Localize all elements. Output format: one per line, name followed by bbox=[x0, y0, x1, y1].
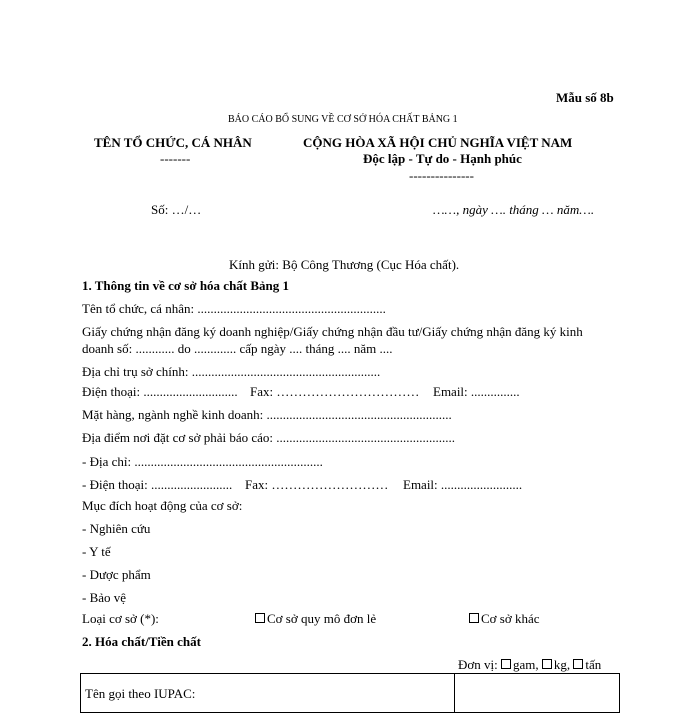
facility-type-label: Loại cơ sở (*): bbox=[82, 611, 159, 626]
facility-fax-field: Fax: ……………………… bbox=[245, 477, 389, 492]
purpose-protection: - Bảo vệ bbox=[82, 590, 127, 605]
license-line-2: doanh số: ............ do ............. cấp ngày .... tháng .... năm .... bbox=[82, 341, 393, 356]
purpose-label: Mục đích hoạt động của cơ sở: bbox=[82, 498, 243, 513]
checkbox-icon[interactable] bbox=[255, 613, 265, 623]
unit-ton: tấn bbox=[585, 657, 602, 672]
section1-title: 1. Thông tin về cơ sở hóa chất Bảng 1 bbox=[82, 278, 290, 293]
facility-phone-field: - Điện thoại: ......................... bbox=[82, 477, 233, 492]
checkbox-icon[interactable] bbox=[469, 613, 479, 623]
form-code: Mẫu số 8b bbox=[556, 90, 614, 105]
checkbox-icon[interactable] bbox=[501, 659, 511, 669]
phone-field: Điện thoại: ............................. bbox=[82, 384, 238, 399]
business-line-field: Mặt hàng, ngành nghề kinh doanh: ......................................................... bbox=[82, 407, 452, 422]
iupac-name-label: Tên gọi theo IUPAC: bbox=[85, 686, 196, 701]
facility-type-other[interactable] bbox=[469, 611, 540, 627]
country-name: CỘNG HÒA XÃ HỘI CHỦ NGHĨA VIỆT NAM bbox=[303, 135, 573, 150]
license-line-1: Giấy chứng nhận đăng ký doanh nghiệp/Giấy chứng nhận đầu tư/Giấy chứng nhận đăng ký kinh bbox=[82, 324, 583, 339]
org-name-field: Tên tổ chức, cá nhân: .......................................................... bbox=[82, 301, 386, 316]
recipient-line: Kính gửi: Bộ Công Thương (Cục Hóa chất). bbox=[229, 257, 460, 272]
unit-gram: gam, bbox=[513, 657, 539, 672]
table-divider bbox=[454, 674, 455, 712]
facility-address-field: - Địa chỉ: .......................................................... bbox=[82, 454, 323, 469]
fax-field: Fax: …………………………… bbox=[250, 384, 420, 399]
hq-address-field: Địa chỉ trụ sở chính: .......................................................... bbox=[82, 364, 381, 379]
unit-kg: kg, bbox=[553, 657, 571, 672]
checkbox-icon[interactable] bbox=[573, 659, 583, 669]
facility-type-single-label: Cơ sở quy mô đơn lẻ bbox=[267, 611, 377, 626]
report-title: BÁO CÁO BỔ SUNG VỀ CƠ SỞ HÓA CHẤT BẢNG 1 bbox=[228, 114, 458, 125]
purpose-medical: - Y tế bbox=[82, 544, 111, 559]
date-line: ……, ngày …. tháng … năm…. bbox=[433, 202, 595, 217]
chemical-table bbox=[80, 673, 620, 713]
facility-email-field: Email: ......................... bbox=[403, 477, 523, 492]
email-field: Email: ............... bbox=[433, 384, 520, 399]
motto-line: --------------- bbox=[409, 168, 474, 183]
facility-type-other-label: Cơ sở khác bbox=[481, 611, 540, 626]
org-header-line: ------- bbox=[160, 151, 191, 166]
purpose-pharma: - Dược phẩm bbox=[82, 567, 151, 582]
number-line: Số: …/… bbox=[151, 202, 202, 217]
checkbox-icon[interactable] bbox=[542, 659, 552, 669]
facility-type-single[interactable] bbox=[255, 611, 376, 627]
unit-selector bbox=[458, 657, 601, 673]
org-header: TÊN TỔ CHỨC, CÁ NHÂN bbox=[94, 135, 252, 150]
motto: Độc lập - Tự do - Hạnh phúc bbox=[363, 151, 522, 166]
unit-label: Đơn vị: bbox=[458, 657, 498, 672]
purpose-research: - Nghiên cứu bbox=[82, 521, 151, 536]
facility-location-field: Địa điểm nơi đặt cơ sở phải báo cáo: ....................................................... bbox=[82, 430, 456, 445]
section2-title: 2. Hóa chất/Tiền chất bbox=[82, 634, 201, 649]
